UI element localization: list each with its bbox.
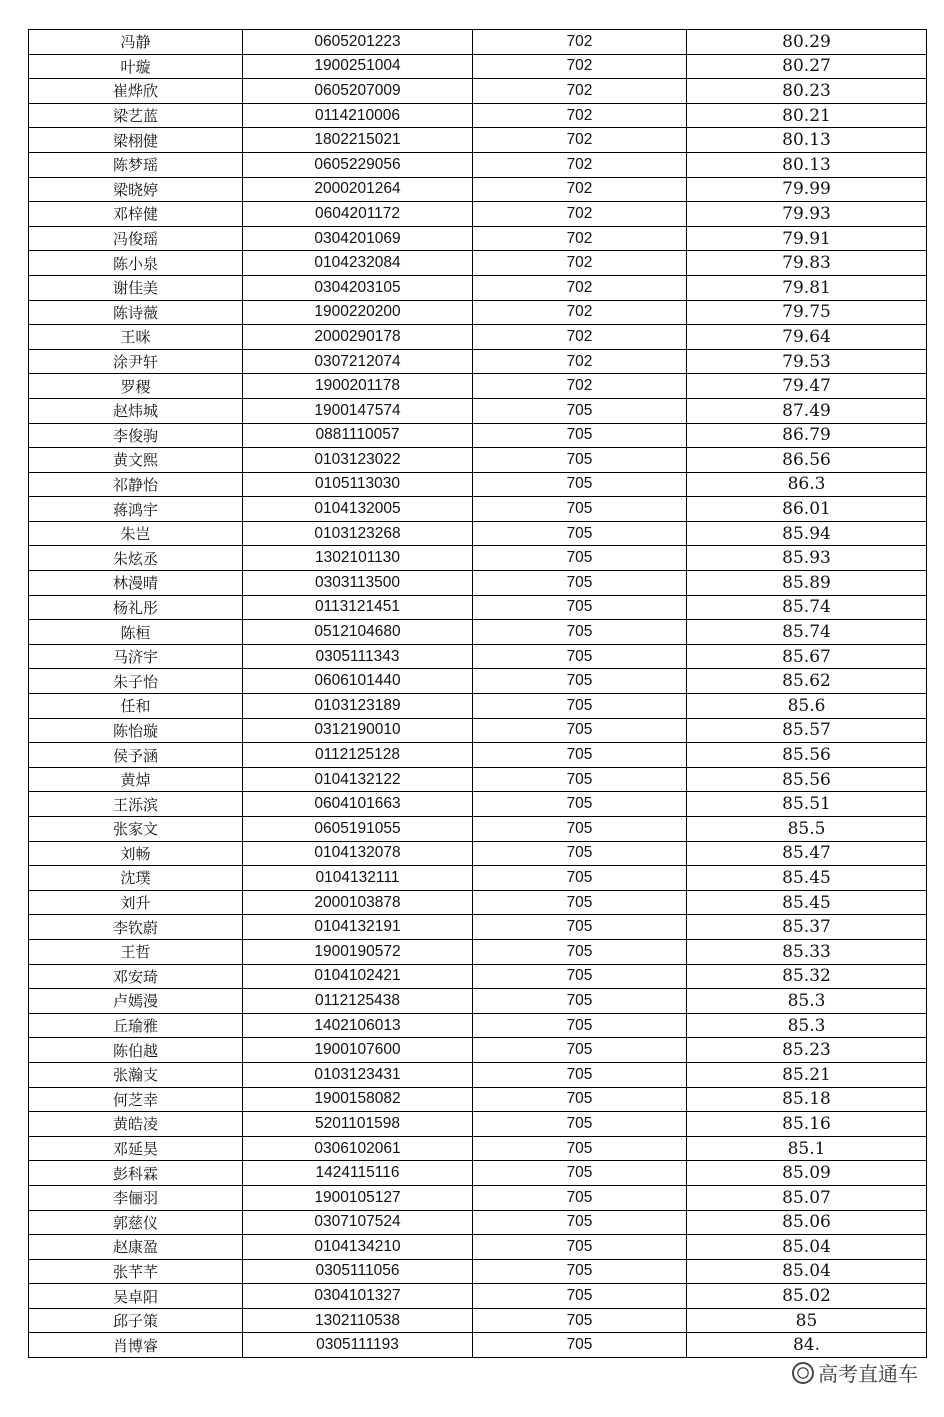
name-cell: 黄焯	[29, 767, 243, 792]
code-cell: 702	[473, 79, 687, 104]
score-cell: 85.45	[687, 890, 927, 915]
table-row	[29, 398, 927, 423]
score-cell: 80.27	[687, 54, 927, 79]
candidate-id-cell: 5201101598	[243, 1112, 473, 1137]
score-cell: 85.3	[687, 989, 927, 1014]
code-cell: 705	[473, 1210, 687, 1235]
table-row	[29, 300, 927, 325]
score-cell: 85.06	[687, 1210, 927, 1235]
candidate-id-cell: 1900107600	[243, 1038, 473, 1063]
code-cell: 705	[473, 964, 687, 989]
candidate-id-cell: 0104232084	[243, 251, 473, 276]
table-row	[29, 1112, 927, 1137]
score-cell: 80.21	[687, 103, 927, 128]
score-cell: 80.29	[687, 30, 927, 55]
table-row	[29, 521, 927, 546]
table-row	[29, 694, 927, 719]
name-cell: 沈璞	[29, 866, 243, 891]
candidate-id-cell: 0312190010	[243, 718, 473, 743]
code-cell: 705	[473, 939, 687, 964]
name-cell: 王泺滨	[29, 792, 243, 817]
table-row	[29, 275, 927, 300]
table-row	[29, 325, 927, 350]
table-row	[29, 1013, 927, 1038]
table-row	[29, 841, 927, 866]
name-cell: 张家文	[29, 817, 243, 842]
table-row	[29, 915, 927, 940]
candidate-id-cell: 0605207009	[243, 79, 473, 104]
table-row	[29, 546, 927, 571]
candidate-id-cell: 0105113030	[243, 472, 473, 497]
code-cell: 702	[473, 54, 687, 79]
code-cell: 705	[473, 1136, 687, 1161]
name-cell: 肖博睿	[29, 1333, 243, 1358]
code-cell: 705	[473, 792, 687, 817]
code-cell: 705	[473, 1185, 687, 1210]
score-cell: 79.81	[687, 275, 927, 300]
candidate-id-cell: 0113121451	[243, 595, 473, 620]
code-cell: 705	[473, 521, 687, 546]
name-cell: 涂尹轩	[29, 349, 243, 374]
table-row	[29, 595, 927, 620]
code-cell: 705	[473, 571, 687, 596]
name-cell: 王咪	[29, 325, 243, 350]
score-cell: 85.18	[687, 1087, 927, 1112]
table-row	[29, 817, 927, 842]
score-cell: 85.23	[687, 1038, 927, 1063]
score-cell: 85.47	[687, 841, 927, 866]
table-row	[29, 374, 927, 399]
table-row	[29, 1062, 927, 1087]
score-table	[28, 29, 927, 1358]
table-row	[29, 472, 927, 497]
code-cell: 705	[473, 595, 687, 620]
name-cell: 陈伯越	[29, 1038, 243, 1063]
name-cell: 朱炫丞	[29, 546, 243, 571]
score-cell: 85.94	[687, 521, 927, 546]
code-cell: 702	[473, 202, 687, 227]
code-cell: 702	[473, 325, 687, 350]
table-row	[29, 964, 927, 989]
code-cell: 702	[473, 374, 687, 399]
candidate-id-cell: 2000103878	[243, 890, 473, 915]
code-cell: 705	[473, 890, 687, 915]
candidate-id-cell: 0604201172	[243, 202, 473, 227]
table-row	[29, 202, 927, 227]
score-cell: 85.09	[687, 1161, 927, 1186]
candidate-id-cell: 0104132191	[243, 915, 473, 940]
name-cell: 邓延昊	[29, 1136, 243, 1161]
name-cell: 梁栩健	[29, 128, 243, 153]
watermark	[792, 1358, 918, 1387]
candidate-id-cell: 0605191055	[243, 817, 473, 842]
table-row	[29, 669, 927, 694]
candidate-id-cell: 0307212074	[243, 349, 473, 374]
candidate-id-cell: 2000290178	[243, 325, 473, 350]
code-cell: 705	[473, 1038, 687, 1063]
code-cell: 705	[473, 448, 687, 473]
table-row	[29, 718, 927, 743]
table-row	[29, 890, 927, 915]
logo-icon	[792, 1362, 814, 1384]
name-cell: 马济宇	[29, 644, 243, 669]
name-cell: 谢佳美	[29, 275, 243, 300]
table-row	[29, 620, 927, 645]
candidate-id-cell: 0104132122	[243, 767, 473, 792]
table-row	[29, 1259, 927, 1284]
candidate-id-cell: 0305111056	[243, 1259, 473, 1284]
code-cell: 702	[473, 103, 687, 128]
code-cell: 702	[473, 251, 687, 276]
table-row	[29, 1235, 927, 1260]
candidate-id-cell: 0307107524	[243, 1210, 473, 1235]
candidate-id-cell: 0605229056	[243, 152, 473, 177]
name-cell: 邓梓健	[29, 202, 243, 227]
name-cell: 陈怡璇	[29, 718, 243, 743]
candidate-id-cell: 1302110538	[243, 1308, 473, 1333]
score-cell: 85.21	[687, 1062, 927, 1087]
code-cell: 705	[473, 546, 687, 571]
table-row	[29, 79, 927, 104]
table-row	[29, 30, 927, 55]
candidate-id-cell: 0305111193	[243, 1333, 473, 1358]
score-cell: 79.47	[687, 374, 927, 399]
table-row	[29, 767, 927, 792]
code-cell: 702	[473, 349, 687, 374]
candidate-id-cell: 1900158082	[243, 1087, 473, 1112]
table-row	[29, 423, 927, 448]
score-cell: 85.57	[687, 718, 927, 743]
candidate-id-cell: 0103123268	[243, 521, 473, 546]
name-cell: 卢嫣漫	[29, 989, 243, 1014]
name-cell: 陈小泉	[29, 251, 243, 276]
name-cell: 梁晓婷	[29, 177, 243, 202]
name-cell: 吴卓阳	[29, 1284, 243, 1309]
name-cell: 郭慈仪	[29, 1210, 243, 1235]
candidate-id-cell: 0304203105	[243, 275, 473, 300]
score-cell: 86.3	[687, 472, 927, 497]
score-cell: 79.75	[687, 300, 927, 325]
code-cell: 705	[473, 767, 687, 792]
score-cell: 79.91	[687, 226, 927, 251]
code-cell: 705	[473, 694, 687, 719]
score-cell: 79.93	[687, 202, 927, 227]
name-cell: 丘瑜雅	[29, 1013, 243, 1038]
code-cell: 705	[473, 497, 687, 522]
score-cell: 85.16	[687, 1112, 927, 1137]
name-cell: 朱岂	[29, 521, 243, 546]
candidate-id-cell: 1900147574	[243, 398, 473, 423]
table-row	[29, 251, 927, 276]
candidate-id-cell: 0104134210	[243, 1235, 473, 1260]
score-cell: 85.1	[687, 1136, 927, 1161]
table-row	[29, 1136, 927, 1161]
table-row	[29, 1284, 927, 1309]
name-cell: 黄文熙	[29, 448, 243, 473]
name-cell: 刘升	[29, 890, 243, 915]
table-row	[29, 497, 927, 522]
candidate-id-cell: 0104132005	[243, 497, 473, 522]
code-cell: 705	[473, 472, 687, 497]
code-cell: 705	[473, 866, 687, 891]
name-cell: 赵康盈	[29, 1235, 243, 1260]
table-row	[29, 743, 927, 768]
candidate-id-cell: 0112125128	[243, 743, 473, 768]
name-cell: 彭科霖	[29, 1161, 243, 1186]
candidate-id-cell: 0304201069	[243, 226, 473, 251]
score-cell: 80.23	[687, 79, 927, 104]
name-cell: 邓安琦	[29, 964, 243, 989]
candidate-id-cell: 1900190572	[243, 939, 473, 964]
table-row	[29, 939, 927, 964]
name-cell: 梁艺蓝	[29, 103, 243, 128]
table-row	[29, 792, 927, 817]
code-cell: 705	[473, 1284, 687, 1309]
score-cell: 79.64	[687, 325, 927, 350]
candidate-id-cell: 0104102421	[243, 964, 473, 989]
score-cell: 85.04	[687, 1235, 927, 1260]
score-cell: 85.62	[687, 669, 927, 694]
candidate-id-cell: 0605201223	[243, 30, 473, 55]
table-row	[29, 54, 927, 79]
name-cell: 李俪羽	[29, 1185, 243, 1210]
score-cell: 85.93	[687, 546, 927, 571]
code-cell: 702	[473, 226, 687, 251]
name-cell: 何芝幸	[29, 1087, 243, 1112]
score-cell: 85.89	[687, 571, 927, 596]
candidate-id-cell: 0881110057	[243, 423, 473, 448]
candidate-id-cell: 1900220200	[243, 300, 473, 325]
score-cell: 85.74	[687, 620, 927, 645]
score-cell: 85.51	[687, 792, 927, 817]
name-cell: 冯静	[29, 30, 243, 55]
code-cell: 705	[473, 1308, 687, 1333]
code-cell: 702	[473, 275, 687, 300]
name-cell: 林漫晴	[29, 571, 243, 596]
name-cell: 罗稷	[29, 374, 243, 399]
code-cell: 705	[473, 915, 687, 940]
name-cell: 任和	[29, 694, 243, 719]
name-cell: 陈桓	[29, 620, 243, 645]
candidate-id-cell: 1302101130	[243, 546, 473, 571]
candidate-id-cell: 0103123022	[243, 448, 473, 473]
code-cell: 702	[473, 152, 687, 177]
table-row	[29, 866, 927, 891]
score-cell: 80.13	[687, 128, 927, 153]
code-cell: 702	[473, 128, 687, 153]
score-cell: 84.	[687, 1333, 927, 1358]
score-cell: 86.79	[687, 423, 927, 448]
code-cell: 705	[473, 1112, 687, 1137]
score-cell: 85.3	[687, 1013, 927, 1038]
table-row	[29, 644, 927, 669]
code-cell: 705	[473, 841, 687, 866]
score-cell: 86.01	[687, 497, 927, 522]
score-cell: 85.32	[687, 964, 927, 989]
score-cell: 85.56	[687, 767, 927, 792]
name-cell: 蒋鸿宇	[29, 497, 243, 522]
candidate-id-cell: 0305111343	[243, 644, 473, 669]
candidate-id-cell: 0606101440	[243, 669, 473, 694]
code-cell: 702	[473, 30, 687, 55]
table-row	[29, 349, 927, 374]
score-cell: 86.56	[687, 448, 927, 473]
score-cell: 85.02	[687, 1284, 927, 1309]
score-cell: 85.37	[687, 915, 927, 940]
candidate-id-cell: 1802215021	[243, 128, 473, 153]
table-row	[29, 177, 927, 202]
score-cell: 87.49	[687, 398, 927, 423]
candidate-id-cell: 1424115116	[243, 1161, 473, 1186]
table-row	[29, 1210, 927, 1235]
code-cell: 705	[473, 423, 687, 448]
candidate-id-cell: 0303113500	[243, 571, 473, 596]
score-cell: 79.99	[687, 177, 927, 202]
name-cell: 张芊芊	[29, 1259, 243, 1284]
score-cell: 79.53	[687, 349, 927, 374]
score-table-body	[29, 30, 927, 1358]
name-cell: 黄皓凌	[29, 1112, 243, 1137]
code-cell: 705	[473, 718, 687, 743]
candidate-id-cell: 0114210006	[243, 103, 473, 128]
candidate-id-cell: 0304101327	[243, 1284, 473, 1309]
code-cell: 705	[473, 1161, 687, 1186]
candidate-id-cell: 0103123431	[243, 1062, 473, 1087]
code-cell: 705	[473, 1235, 687, 1260]
candidate-id-cell: 1900201178	[243, 374, 473, 399]
name-cell: 邱子策	[29, 1308, 243, 1333]
candidate-id-cell: 0306102061	[243, 1136, 473, 1161]
watermark-text: 高考直通车	[818, 1362, 918, 1386]
code-cell: 702	[473, 177, 687, 202]
score-cell: 80.13	[687, 152, 927, 177]
table-row	[29, 1333, 927, 1358]
code-cell: 705	[473, 669, 687, 694]
table-row	[29, 1161, 927, 1186]
table-row	[29, 448, 927, 473]
score-cell: 85.07	[687, 1185, 927, 1210]
score-cell: 85.67	[687, 644, 927, 669]
code-cell: 705	[473, 817, 687, 842]
name-cell: 陈梦瑶	[29, 152, 243, 177]
table-row	[29, 1308, 927, 1333]
code-cell: 705	[473, 989, 687, 1014]
candidate-id-cell: 0104132078	[243, 841, 473, 866]
name-cell: 叶璇	[29, 54, 243, 79]
candidate-id-cell: 1900251004	[243, 54, 473, 79]
candidate-id-cell: 0604101663	[243, 792, 473, 817]
name-cell: 李俊驹	[29, 423, 243, 448]
candidate-id-cell: 0512104680	[243, 620, 473, 645]
candidate-id-cell: 0104132111	[243, 866, 473, 891]
score-cell: 85.45	[687, 866, 927, 891]
name-cell: 李钦蔚	[29, 915, 243, 940]
candidate-id-cell: 0103123189	[243, 694, 473, 719]
score-cell: 85.74	[687, 595, 927, 620]
candidate-id-cell: 0112125438	[243, 989, 473, 1014]
table-row	[29, 226, 927, 251]
table-row	[29, 103, 927, 128]
code-cell: 705	[473, 1013, 687, 1038]
name-cell: 赵炜城	[29, 398, 243, 423]
code-cell: 705	[473, 1062, 687, 1087]
score-cell: 85.33	[687, 939, 927, 964]
name-cell: 杨礼彤	[29, 595, 243, 620]
score-cell: 79.83	[687, 251, 927, 276]
score-cell: 85	[687, 1308, 927, 1333]
score-cell: 85.5	[687, 817, 927, 842]
name-cell: 崔烨欣	[29, 79, 243, 104]
name-cell: 朱子怡	[29, 669, 243, 694]
candidate-id-cell: 2000201264	[243, 177, 473, 202]
table-row	[29, 1038, 927, 1063]
name-cell: 冯俊瑶	[29, 226, 243, 251]
name-cell: 祁静怡	[29, 472, 243, 497]
table-row	[29, 152, 927, 177]
score-cell: 85.6	[687, 694, 927, 719]
table-row	[29, 128, 927, 153]
code-cell: 705	[473, 1259, 687, 1284]
name-cell: 陈诗薇	[29, 300, 243, 325]
name-cell: 侯予涵	[29, 743, 243, 768]
score-cell: 85.04	[687, 1259, 927, 1284]
code-cell: 705	[473, 644, 687, 669]
name-cell: 王哲	[29, 939, 243, 964]
code-cell: 705	[473, 398, 687, 423]
table-row	[29, 1087, 927, 1112]
candidate-id-cell: 1900105127	[243, 1185, 473, 1210]
code-cell: 702	[473, 300, 687, 325]
code-cell: 705	[473, 743, 687, 768]
candidate-id-cell: 1402106013	[243, 1013, 473, 1038]
name-cell: 张瀚支	[29, 1062, 243, 1087]
table-row	[29, 989, 927, 1014]
name-cell: 刘畅	[29, 841, 243, 866]
code-cell: 705	[473, 1333, 687, 1358]
table-row	[29, 571, 927, 596]
table-row	[29, 1185, 927, 1210]
score-cell: 85.56	[687, 743, 927, 768]
code-cell: 705	[473, 620, 687, 645]
code-cell: 705	[473, 1087, 687, 1112]
